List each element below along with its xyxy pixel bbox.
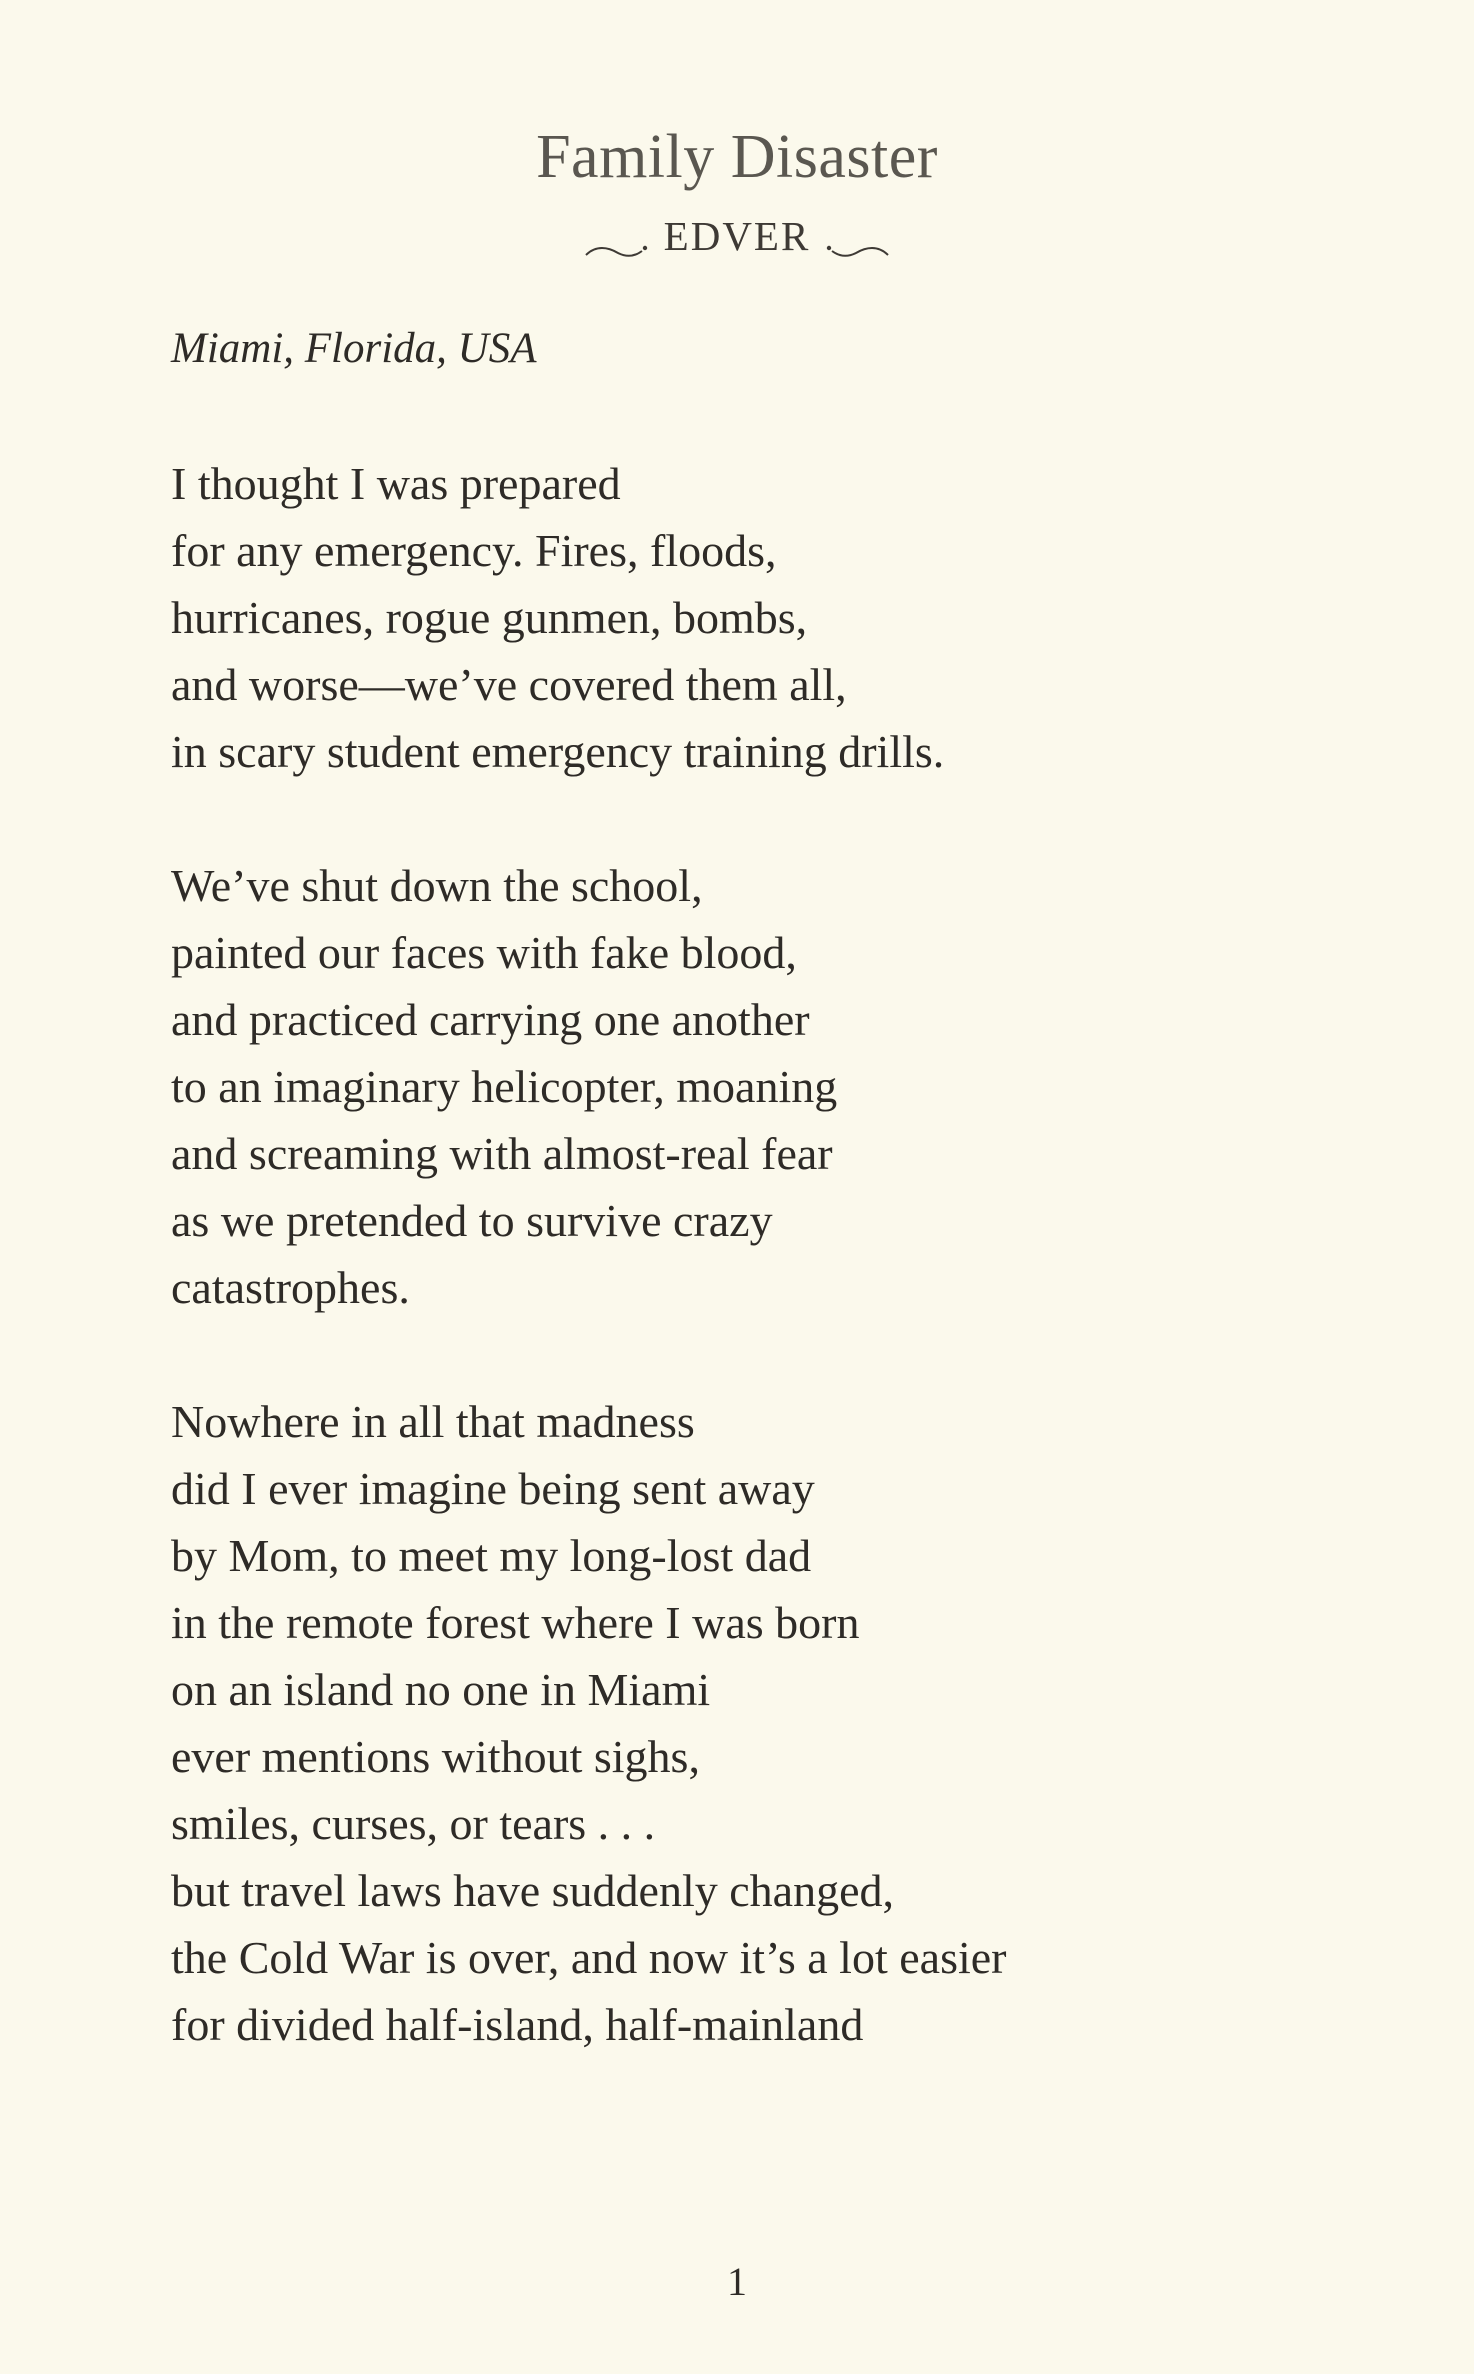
poem-line: Nowhere in all that madness: [171, 1396, 695, 1447]
poem-line: I thought I was prepared: [171, 458, 621, 509]
stanza-3: [171, 1388, 1371, 2058]
stanza-1: [171, 450, 1371, 785]
poem-line: and screaming with almost-real fear: [171, 1128, 833, 1179]
poem-line: catastrophes.: [171, 1262, 410, 1313]
poem-line: and practiced carrying one another: [171, 994, 810, 1045]
poem-line: on an island no one in Miami: [171, 1664, 711, 1715]
poem-line: and worse—we’ve covered them all,: [171, 659, 847, 710]
poem-line: painted our faces with fake blood,: [171, 927, 797, 978]
poem-line: in scary student emergency training drills.: [171, 726, 945, 777]
poem-line: smiles, curses, or tears . . .: [171, 1798, 656, 1849]
page-number: 1: [727, 2259, 747, 2304]
poem-line: in the remote forest where I was born: [171, 1597, 860, 1648]
poem-line: as we pretended to survive crazy: [171, 1195, 773, 1246]
poem-line: to an imaginary helicopter, moaning: [171, 1061, 838, 1112]
speaker-name: EDVER: [663, 213, 811, 259]
poem-line: for divided half-island, half-mainland: [171, 1999, 864, 2050]
poem-line: ever mentions without sighs,: [171, 1731, 700, 1782]
poem-line: hurricanes, rogue gunmen, bombs,: [171, 592, 808, 643]
poem-body: [171, 450, 1371, 2125]
poem-line: the Cold War is over, and now it’s a lot easier: [171, 1932, 1007, 1983]
speaker-heading: [0, 212, 1474, 260]
left-flourish-icon: [582, 225, 654, 249]
stanza-2: [171, 852, 1371, 1321]
poem-line: did I ever imagine being sent away: [171, 1463, 815, 1514]
poem-line: by Mom, to meet my long-lost dad: [171, 1530, 812, 1581]
poem-line: for any emergency. Fires, floods,: [171, 525, 777, 576]
poem-location: Miami, Florida, USA: [171, 325, 537, 372]
poem-line: but travel laws have suddenly changed,: [171, 1865, 894, 1916]
poem-title: Family Disaster: [536, 123, 938, 191]
poem-line: We’ve shut down the school,: [171, 860, 703, 911]
right-flourish-icon: [820, 225, 892, 249]
